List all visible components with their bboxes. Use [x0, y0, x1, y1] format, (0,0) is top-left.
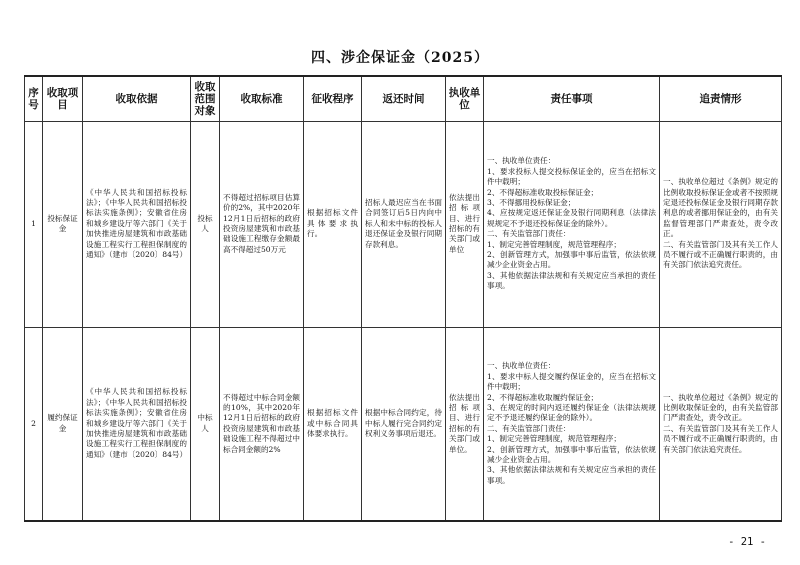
page-number: - 21 -	[728, 536, 766, 548]
cell-accountability: 一、执收单位超过《条例》规定的比例收取保证金的，由有关监管部门严肃查处，责令改正。 二、有关监管部门及其有关工作人员不履行或不正确履行职责的，由有关部门依法追究责任。	[660, 327, 782, 521]
cell-standard: 不得超过中标合同金额的10%，其中2020年12月1日后招标的政府投资房屋建筑和市政基础设施工程不得超过中标合同金额的2%	[220, 327, 304, 521]
header-procedure: 征收程序	[304, 76, 362, 121]
cell-item: 投标保证金	[43, 121, 83, 327]
guarantee-deposit-table	[24, 75, 782, 522]
page-title: 四、涉企保证金（2025）	[311, 50, 489, 66]
cell-duties: 一、执收单位责任： 1、要求投标人提交投标保证金的，应当在招标文件中载明； 2、不得超标准收取投标保证金； 3、不得挪用投标保证金； 4、应按规定返还保证金及银行同期利息（法律法规规定不予退还投标保证金的除外）。 二、有关监管部门责任： 1、制定完善管理制度，规范管理程序； 2、创新管理方式，加强事中事后监管，依法依规减少企业资金占用。 3、其他依据法律法规和有关规定应当承担的责任事项。	[484, 121, 660, 327]
header-no: 序号	[25, 76, 43, 121]
cell-no: 1	[25, 121, 43, 327]
cell-unit: 依法提出招标项目、进行招标的有关部门或单位。	[446, 327, 484, 521]
cell-scope: 中标人	[191, 327, 220, 521]
cell-procedure: 根据招标文件或中标合同具体要求执行。	[304, 327, 362, 521]
cell-item: 履约保证金	[43, 327, 83, 521]
cell-return-time: 根据中标合同约定，待中标人履行完合同约定权利义务事项后退还。	[362, 327, 446, 521]
header-standard: 收取标准	[220, 76, 304, 121]
header-unit: 执收单位	[446, 76, 484, 121]
cell-basis: 《中华人民共和国招标投标法》；《中华人民共和国招标投标法实施条例》；安徽省住房和城乡建设厅等六部门《关于加快推进房屋建筑和市政基础设施工程实行工程担保制度的通知》（建市〔2020〕84号）	[83, 121, 191, 327]
cell-basis: 《中华人民共和国招标投标法》；《中华人民共和国招标投标法实施条例》；安徽省住房和城乡建设厅等六部门《关于加快推进房屋建筑和市政基础设施工程实行工程担保制度的通知》（建市〔2020〕84号）	[83, 327, 191, 521]
header-scope: 收取范围对象	[191, 76, 220, 121]
cell-standard: 不得超过招标项目估算价的2%，其中2020年12月1日后招标的政府投资房屋建筑和市政基础设施工程缴存金额最高不得超过50万元	[220, 121, 304, 327]
header-accountability: 追责情形	[660, 76, 782, 121]
cell-unit: 依法提出招标项目、进行招标的有关部门或单位	[446, 121, 484, 327]
header-basis: 收取依据	[83, 76, 191, 121]
table-header-row	[25, 76, 782, 121]
cell-procedure: 根据招标文件具体要求执行。	[304, 121, 362, 327]
header-duties: 责任事项	[484, 76, 660, 121]
table-row	[25, 121, 782, 327]
cell-return-time: 招标人最迟应当在书面合同签订后5日内向中标人和未中标的投标人退还保证金及银行同期存款利息。	[362, 121, 446, 327]
header-return-time: 返还时间	[362, 76, 446, 121]
header-item: 收取项目	[43, 76, 83, 121]
cell-scope: 投标人	[191, 121, 220, 327]
cell-no: 2	[25, 327, 43, 521]
cell-duties: 一、执收单位责任： 1、要求中标人提交履约保证金的，应当在招标文件中载明； 2、不得超标准收取履约保证金； 3、在规定的时间内返还履约保证金（法律法规规定不予退还履约保证金的除外）。 二、有关监管部门责任： 1、制定完善管理制度，规范管理程序； 2、创新管理方式，加强事中事后监管，依法依规减少企业资金占用。 3、其他依据法律法规和有关规定应当承担的责任事项。	[484, 327, 660, 521]
cell-accountability: 一、执收单位超过《条例》规定的比例收取投标保证金或者不按照规定退还投标保证金及银行同期存款利息的或者挪用保证金的，由有关监督管理部门严肃查处，责令改正。 二、有关监管部门及其有关工作人员不履行或不正确履行职责的，由有关部门依法追究责任。	[660, 121, 782, 327]
table-row	[25, 327, 782, 521]
